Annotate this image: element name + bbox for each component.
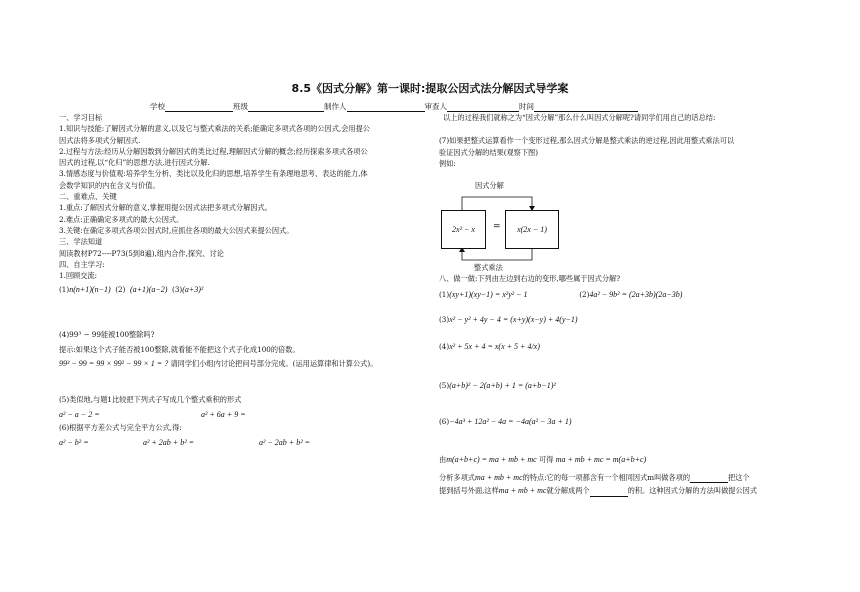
- class-label: 班级: [233, 102, 248, 111]
- formula: a² + 6a + 9 =: [201, 409, 246, 419]
- exercise-row: (4)x² + 5x + 4 = x(x + 5 + 4/x): [439, 341, 540, 351]
- derivation-line: 由m(a+b+c) = ma + mb + mc 可得 ma + mb + mc = m(a+b+c): [439, 454, 647, 464]
- hint-text: 提示:如果这个式子能否被100整除,就看能不能把这个式子化成100的倍数。: [59, 345, 300, 355]
- formula: ma + mb + mc: [474, 473, 523, 483]
- section-heading: 八、做一做:下列由左边到右边的变形,哪些属于因式分解?: [439, 274, 621, 283]
- goal-text: 1.知识与技能:了解因式分解的意义,以及它与整式乘法的关系;能确定多项式各项的公因式,会用提公: [59, 124, 370, 134]
- equals-sign: =: [493, 222, 501, 232]
- formula: 4a² − 9b² = (2a+3b)(2a−3b): [589, 290, 683, 300]
- formula: x² − y² + 4y − 4 = (x+y)(x−y) + 4(y−1): [449, 314, 578, 324]
- formula: x² + 5x + 4 = x(x + 5 + 4/x): [449, 341, 540, 351]
- factorization-label: 因式分解: [475, 181, 504, 190]
- goal-text: 因式法将多项式分解因式.: [59, 135, 141, 145]
- formula: −4a³ + 12a² − 4a = −4a(a² − 3a + 1): [449, 417, 572, 427]
- formula: 99³ − 99 = 99 × 99² − 99 × 1 = ?: [59, 359, 169, 369]
- goal-text: 3.情感态度与价值观:培养学生分析、类比以及化归的思想,培养学生有条理地思考、表达的能力,体: [59, 169, 368, 179]
- answer-blank[interactable]: [590, 488, 628, 497]
- section-heading: 二、重难点、关键: [59, 192, 117, 202]
- formula: (a+b)² − 2(a+b) + 1 = (a+b−1)²: [449, 381, 556, 391]
- equation-line: 99³ − 99 = 99 × 99² − 99 × 1 = ? 请同学们小组内讨论把问号部分完成。(运用运算律和计算公式)。: [59, 359, 378, 369]
- formula: ma + mb + mc = m(a+b+c): [555, 454, 647, 464]
- formula: (a+1)(a−2): [129, 285, 168, 295]
- school-field[interactable]: [165, 103, 233, 112]
- example-label: 例如:: [439, 158, 456, 168]
- formula: (a+3)²: [182, 285, 204, 295]
- left-column: [59, 112, 419, 448]
- time-label: 时间: [519, 102, 534, 111]
- exercise-row: (3)x² − y² + 4y − 4 = (x+y)(x−y) + 4(y−1): [439, 314, 578, 324]
- question-4: (4)99³ − 99能被100整除吗?: [59, 329, 155, 339]
- formula: a² + 2ab + b² =: [143, 437, 194, 447]
- checker-field[interactable]: [447, 103, 519, 112]
- formula: ma + mb + mc: [498, 486, 547, 496]
- polynomial-box: 2x² − x: [441, 210, 486, 249]
- time-field[interactable]: [534, 103, 638, 112]
- maker-field[interactable]: [347, 103, 425, 112]
- intro-text: 以上的过程我们就称之为“因式分解”那么什么叫因式分解呢?请同学们用自己的话总结:: [443, 113, 716, 122]
- exercise-row: [59, 409, 419, 420]
- checker-label: 审查人: [424, 102, 447, 111]
- paragraph-7: (7)如果把整式运算看作一个变形过程,那么因式分解是整式乘法的逆过程,因此用整式乘法可以: [439, 136, 735, 146]
- section-heading: 四、自主学习:: [59, 259, 105, 269]
- header-info: [150, 101, 638, 112]
- exercise-section: [439, 273, 811, 497]
- question-5: (5)类似地,与题1比较把下列式子写成几个整式乘积的形式: [59, 394, 242, 404]
- reading-instruction: 阅读教材P72----P73(5到8遍),组内合作,探究、讨论: [59, 248, 224, 258]
- question-6: (6)根据平方差公式与完全平方公式,得:: [59, 423, 182, 433]
- goal-text: 2.过程与方法:经历从分解因数到分解因式的类比过程,理解因式分解的概念;经历探索多项式各项公: [59, 146, 368, 156]
- school-label: 学校: [150, 102, 165, 111]
- formula: m(a+b+c) = ma + mb + mc: [446, 454, 537, 464]
- right-column: [439, 112, 811, 169]
- goal-text: 因式的过程,以“化归”的思想方法,进行因式分解.: [59, 158, 210, 168]
- exercise-row: (1)(xy+1)(xy−1) = x²y² − 1 (2)4a² − 9b² = (2a+3b)(2a−3b): [439, 290, 683, 300]
- page-title: 8.5《因式分解》第一课时:提取公因式法分解因式导学案: [291, 82, 569, 95]
- multiplication-label: 整式乘法: [474, 263, 503, 272]
- review-heading: 1.回顾交流:: [59, 271, 98, 281]
- formula: a² − b² =: [59, 437, 89, 447]
- product-box: x(2x − 1): [505, 210, 559, 249]
- exercise-row: (6)−4a³ + 12a² − 4a = −4a(a² − 3a + 1): [439, 417, 572, 427]
- analysis-line: 分析多项式ma + mb + mc的特点:它的每一项都含有一个相同因式m叫做各项的 把这个: [439, 473, 750, 483]
- formula-row: [59, 437, 419, 448]
- formula: a² − a − 2 =: [59, 409, 100, 419]
- section-heading: 一、学习目标: [59, 113, 103, 122]
- formula: (xy+1)(xy−1) = x²y² − 1: [449, 290, 528, 300]
- answer-blank[interactable]: [690, 474, 728, 483]
- section-heading: 三、学法知道: [59, 237, 103, 247]
- key-point: 2.难点:正确确定多项式的最大公因式。: [59, 214, 184, 224]
- class-field[interactable]: [248, 103, 324, 112]
- formula: n(n+1)(n−1): [69, 285, 111, 295]
- exercise-row: (5)(a+b)² − 2(a+b) + 1 = (a+b−1)²: [439, 381, 556, 391]
- goal-text: 会数学知识的内在含义与价值。: [59, 180, 160, 190]
- key-point: 1.重点:了解因式分解的意义,掌握用提公因式法把多项式分解因式。: [59, 203, 272, 213]
- formula: a² − 2ab + b² =: [259, 437, 310, 447]
- review-questions: (1)n(n+1)(n−1) (2) (a+1)(a−2) (3)(a+3)²: [59, 285, 204, 295]
- paragraph-7: 验证因式分解的结果(观察下图): [439, 147, 539, 157]
- analysis-line: 提到括号外面,这样ma + mb + mc就分解成两个 的积。这种因式分解的方法叫做提公因式: [439, 486, 758, 496]
- key-point: 3.关键:在确定多项式各项公因式时,应抓住各项的最大公因式来提公因式。: [59, 225, 294, 235]
- maker-label: 制作人: [324, 102, 347, 111]
